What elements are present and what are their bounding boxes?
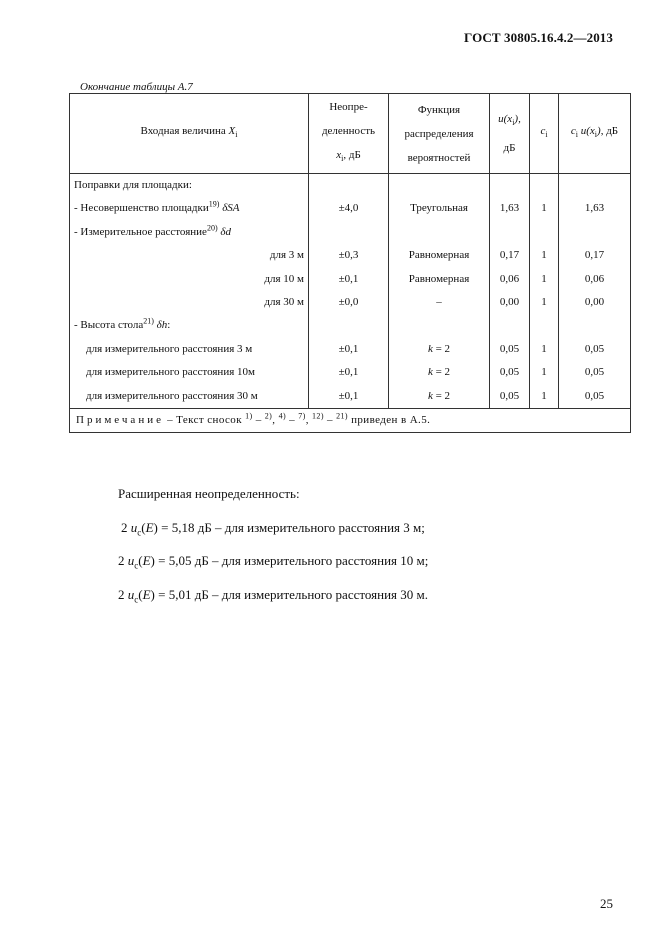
header-distribution: Функция распределения вероятностей [389,94,490,174]
expanded-uncertainty-line-10m: 2 $u_c(E) = 5,05$ дБ – для измерительного расстояния 10 м; [118,553,429,571]
header-standard-uncertainty: $u(x_i)$, дБ [490,94,530,174]
standard-code: ГОСТ 30805.16.4.2—2013 [464,30,613,45]
table-row-height-10m: для измерительного расстояния 10м ±0,1 k = 2 0,05 1 0,05 [70,361,631,384]
header-contribution: $c_i$ $u(x_i)$, дБ [559,94,631,174]
table-row-height-3m: для измерительного расстояния 3 м ±0,1 k = 2 0,05 1 0,05 [70,338,631,361]
expanded-uncertainty-title: Расширенная неопределенность: [118,486,300,501]
table-note-row [70,409,631,433]
table-row-site-imperfection: - Несовершенство площадки$^{19)}$ δSA ±4,0 Треугольная 1,63 1 1,63 [70,197,631,220]
header-uncertainty: Неопре- деленность $x_i$, дБ [309,94,389,174]
table-row-distance-10m: для 10 м ±0,1 Равномерная 0,06 1 0,06 [70,268,631,291]
table-row-distance-30m: для 30 м ±0,0 – 0,00 1 0,00 [70,291,631,314]
header-input-quantity: Входная величина $X_i$ [70,94,309,174]
uncertainty-table [69,93,631,433]
expanded-uncertainty-line-3m: 2 $u_c(E) = 5,18$ дБ – для измерительного расстояния 3 м; [121,520,425,538]
table-row-height-30m: для измерительного расстояния 30 м ±0,1 k = 2 0,05 1 0,05 [70,385,631,409]
expanded-uncertainty-line-30m: 2 $u_c(E) = 5,01$ дБ – для измерительного расстояния 30 м. [118,587,428,605]
table-row-table-height: - Высота стола$^{21)}$ δh: [70,314,631,337]
table-caption: Окончание таблицы А.7 [80,81,193,93]
table-row-distance-3m: для 3 м ±0,3 Равномерная 0,17 1 0,17 [70,244,631,267]
table-row-measurement-distance: - Измерительное расстояние$^{20)}$ δd [70,221,631,244]
table-row-site-corrections: Поправки для площадки: [70,174,631,198]
table-header-row [70,94,631,174]
header-sensitivity-coefficient: $c_i$ [530,94,559,174]
page-number: 25 [600,896,613,911]
table-note: Примечание – Текст сносок $^{1)}$ – $^{2)}$, $^{4)}$ – $^{7)}$, $^{12)}$ – $^{21)}$ приведен в А.5. [70,409,631,433]
